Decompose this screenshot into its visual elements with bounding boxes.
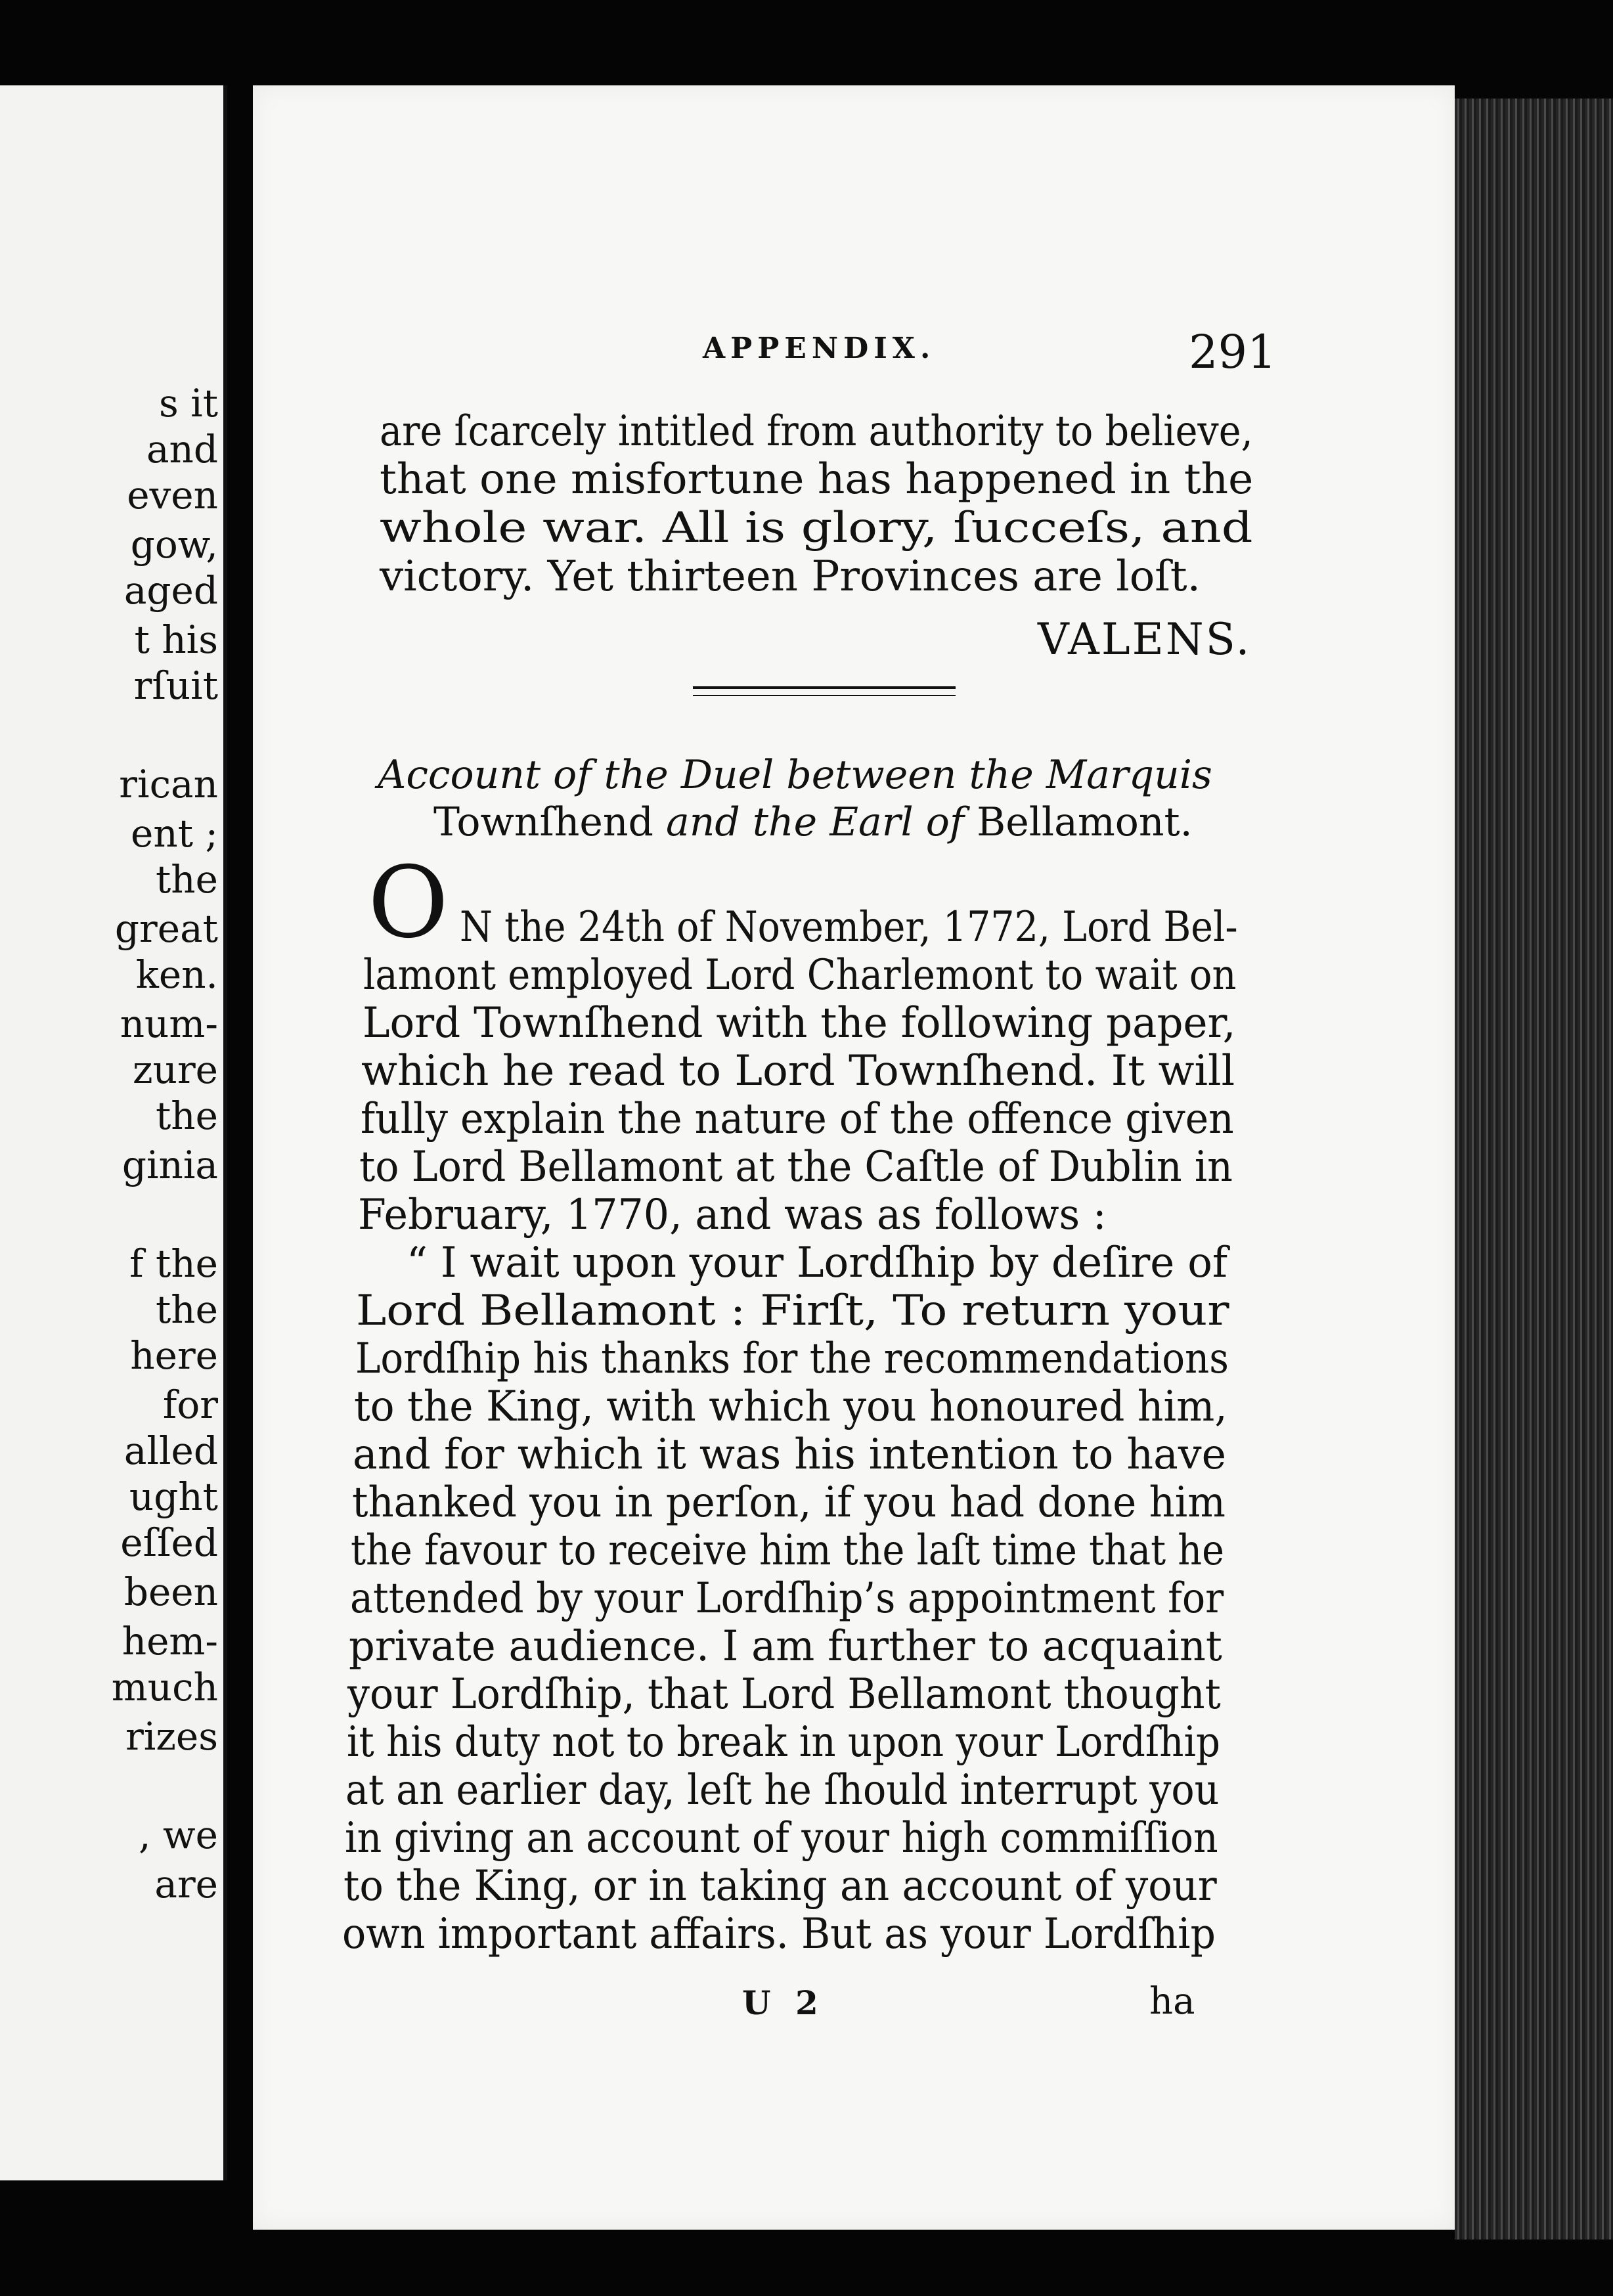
left-page-fragment: aged: [123, 568, 218, 613]
facing-page-left: [0, 85, 227, 2180]
left-page-fragment: ken.: [135, 952, 218, 997]
catchword: ha: [1149, 1980, 1195, 2023]
ornamental-rule-lower: [693, 695, 956, 696]
left-page-fragment: zure: [133, 1048, 218, 1092]
left-page-fragment: ught: [129, 1474, 218, 1519]
left-page-fragment: much: [111, 1665, 218, 1710]
left-page-fragment: the: [156, 857, 218, 902]
left-page-fragment: eſſed: [120, 1520, 218, 1565]
left-page-fragment: even: [127, 473, 218, 518]
left-page-fragment: and: [146, 427, 218, 472]
left-page-fragment: the: [156, 1287, 218, 1332]
body-line: Lord Townſhend with the following paper,: [363, 999, 1236, 1048]
body-line: fully explain the nature of the offence given: [361, 1095, 1234, 1143]
signature-mark: U 2: [742, 1983, 825, 2022]
title-name-townshend: Townſhend: [433, 799, 653, 845]
body-line: “ I wait upon your Lordſhip by deſire of: [407, 1239, 1228, 1287]
top-paragraph-line: that one misfortune has happened in the: [380, 455, 1254, 504]
page-number: 291: [1189, 325, 1277, 379]
top-paragraph-line: whole war. All is glory, ſucceſs, and: [380, 504, 1253, 552]
section-title-line-1: Account of the Duel between the Marquis: [378, 752, 1212, 798]
top-paragraph-line: are ſcarcely intitled from authority to believe,: [380, 407, 1253, 456]
left-page-fragment: gow,: [130, 522, 218, 567]
body-line: to the King, or in taking an account of your: [343, 1862, 1217, 1910]
body-line: to Lord Bellamont at the Caſtle of Dublin in: [359, 1143, 1233, 1191]
left-page-fragment: t his: [134, 617, 218, 662]
ornamental-rule-upper: [693, 686, 956, 689]
body-line: Lordſhip his thanks for the recommendations: [355, 1335, 1229, 1383]
body-line: in giving an account of your high commiſſion: [345, 1814, 1218, 1863]
title-connector: and the Earl of: [665, 799, 965, 845]
left-page-fragment: rican: [119, 762, 218, 806]
body-line: N the 24th of November, 1772, Lord Bel-: [460, 903, 1238, 952]
body-line: own important affairs. But as your Lordſhip: [342, 1910, 1216, 1958]
left-page-fragment: great: [114, 906, 218, 951]
body-line: the favour to receive him the laſt time that he: [351, 1526, 1225, 1575]
body-line: lamont employed Lord Charlemont to wait on: [363, 951, 1237, 1000]
body-line: attended by your Lordſhip’s appointment for: [350, 1574, 1224, 1623]
left-page-fragment: the: [156, 1093, 218, 1138]
left-page-fragment: ent ;: [131, 811, 218, 856]
left-page-fragment: , we: [139, 1813, 218, 1857]
section-title-line-2: [433, 799, 1193, 845]
book-page-edges: [1455, 99, 1613, 2240]
body-line: and for which it was his intention to have: [353, 1430, 1227, 1479]
left-page-fragment: f the: [129, 1241, 218, 1286]
body-line: which he read to Lord Townſhend. It will: [361, 1047, 1235, 1095]
top-paragraph-line: victory. Yet thirteen Provinces are loſt.: [380, 552, 1201, 601]
body-line: February, 1770, and was as follows :: [358, 1191, 1107, 1239]
left-page-fragment: s it: [158, 381, 218, 426]
left-page-fragment: ginia: [122, 1143, 218, 1187]
left-page-fragment: rizes: [125, 1714, 218, 1759]
body-line: it his duty not to break in upon your Lordſhip: [347, 1718, 1220, 1767]
body-line: your Lordſhip, that Lord Bellamont thought: [347, 1670, 1221, 1719]
left-page-fragment: rſuit: [133, 663, 218, 708]
left-page-fragment: hem-: [122, 1619, 218, 1664]
body-line: thanked you in perſon, if you had done him: [352, 1478, 1226, 1527]
running-title: APPENDIX.: [703, 332, 936, 365]
body-line: Lord Bellamont : Firſt, To return your: [356, 1287, 1229, 1335]
body-line: to the King, with which you honoured him,: [354, 1382, 1227, 1431]
left-page-fragment: for: [162, 1382, 218, 1427]
left-page-fragment: alled: [123, 1428, 218, 1473]
left-page-fragment: num-: [120, 1002, 218, 1046]
signature-valens: VALENS.: [1038, 614, 1252, 665]
title-name-bellamont: Bellamont.: [977, 799, 1193, 845]
drop-cap: O: [368, 846, 449, 960]
left-page-fragment: are: [154, 1862, 218, 1907]
left-page-fragment: been: [123, 1570, 218, 1614]
left-page-fragment: here: [130, 1333, 218, 1378]
body-line: at an earlier day, leſt he ſhould interrupt you: [345, 1766, 1220, 1815]
body-line: private audience. I am further to acquaint: [349, 1622, 1222, 1671]
